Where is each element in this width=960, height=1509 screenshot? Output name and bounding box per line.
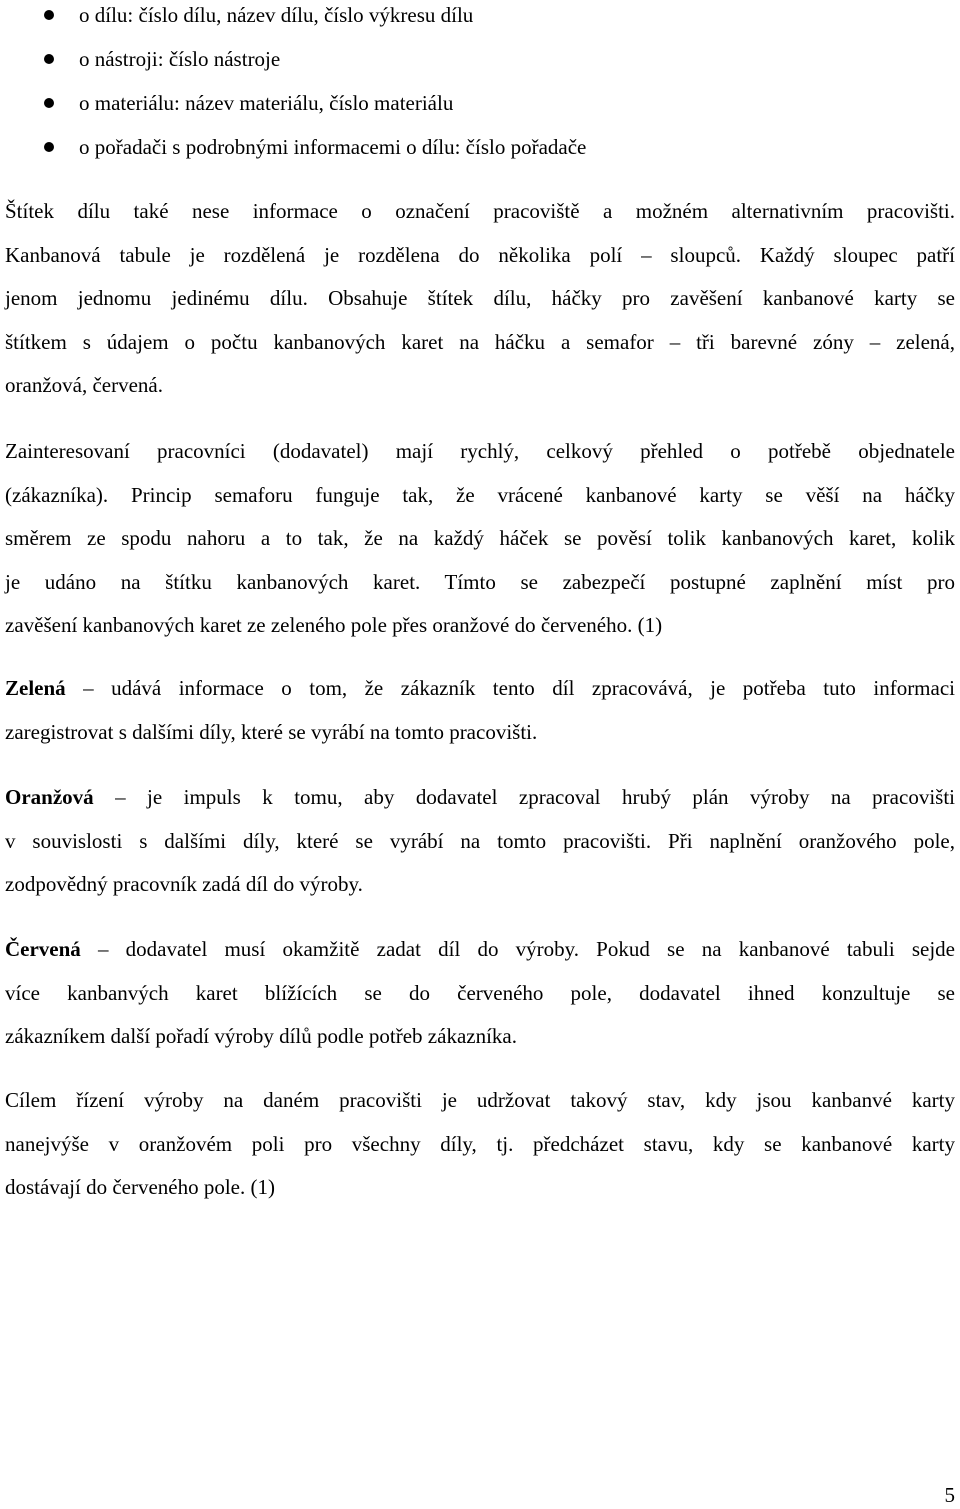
bullet-item bbox=[79, 44, 280, 74]
text-line: oranžová, červená. bbox=[5, 373, 163, 397]
text-line: zodpovědný pracovník zadá díl do výroby. bbox=[5, 872, 363, 896]
text-line: Zainteresovaní pracovníci (dodavatel) mají rychlý, celkový přehled o potřebě objednatele bbox=[5, 439, 955, 463]
paragraph-kanban-board bbox=[5, 190, 955, 408]
zone-description: – udává informace o tom, že zákazník tento díl zpracovává, je potřeba tuto informaci bbox=[65, 676, 955, 700]
text-line: směrem ze spodu nahoru a to tak, že na každý háček se pověsí tolik kanbanových karet, kolik bbox=[5, 526, 955, 550]
paragraph-orange-zone bbox=[5, 776, 955, 907]
zone-term-orange: Oranžová bbox=[5, 785, 94, 809]
bullet-item bbox=[79, 0, 473, 30]
page-number: 5 bbox=[944, 1483, 955, 1507]
bullet-dot-icon bbox=[44, 54, 54, 64]
paragraph-production-goal bbox=[5, 1079, 955, 1210]
text-line: zákazníkem další pořadí výroby dílů podle potřeb zákazníka. bbox=[5, 1024, 517, 1048]
bullet-item bbox=[79, 88, 453, 118]
bullet-item bbox=[79, 132, 586, 162]
text-line bbox=[5, 776, 955, 820]
bullet-text: o materiálu: název materiálu, číslo materiálu bbox=[79, 91, 454, 115]
text-line: štítkem s údajem o počtu kanbanových karet na háčku a semafor – tři barevné zóny – zelená, bbox=[5, 329, 955, 354]
text-line bbox=[5, 667, 955, 711]
paragraph-red-zone bbox=[5, 928, 955, 1059]
text-line: dostávají do červeného pole. (1) bbox=[5, 1175, 275, 1199]
text-line: v souvislosti s dalšími díly, které se vyrábí na tomto pracovišti. Při naplnění oranžového pole, bbox=[5, 828, 955, 853]
bullet-text: o pořadači s podrobnými informacemi o dílu: číslo pořadače bbox=[79, 135, 587, 159]
paragraph-green-zone bbox=[5, 667, 955, 754]
text-line: zaregistrovat s dalšími díly, které se vyrábí na tomto pracovišti. bbox=[5, 719, 538, 744]
text-line: zavěšení kanbanových karet ze zeleného pole přes oranžové do červeného. (1) bbox=[5, 613, 663, 637]
paragraph-semaphore-principle bbox=[5, 430, 955, 648]
bullet-dot-icon bbox=[44, 98, 54, 108]
text-line: je udáno na štítku kanbanových karet. Tímto se zabezpečí postupné zaplnění míst pro bbox=[5, 569, 955, 594]
zone-term-red: Červená bbox=[5, 937, 81, 961]
bullet-dot-icon bbox=[44, 142, 54, 152]
text-line: Cílem řízení výroby na daném pracovišti je udržovat takový stav, kdy jsou kanbanvé karty bbox=[5, 1088, 955, 1112]
text-line: více kanbanvých karet blížících se do červeného pole, dodavatel ihned konzultuje se bbox=[5, 980, 955, 1005]
text-line: Štítek dílu také nese informace o označení pracoviště a možném alternativním pracovišti. bbox=[5, 199, 955, 223]
text-line: jenom jednomu jedinému dílu. Obsahuje štítek dílu, háčky pro zavěšení kanbanové karty se bbox=[5, 286, 955, 310]
text-line: (zákazníka). Princip semaforu funguje tak, že vrácené kanbanové karty se věší na háčky bbox=[5, 482, 955, 507]
bullet-text: o nástroji: číslo nástroje bbox=[79, 47, 281, 71]
zone-term-green: Zelená bbox=[5, 676, 66, 700]
bullet-text: o dílu: číslo dílu, název dílu, číslo výkresu dílu bbox=[79, 3, 474, 27]
zone-description: – je impuls k tomu, aby dodavatel zpracoval hrubý plán výroby na pracovišti bbox=[93, 785, 955, 809]
zone-description: – dodavatel musí okamžitě zadat díl do výroby. Pokud se na kanbanové tabuli sejde bbox=[80, 937, 955, 961]
text-line: Kanbanová tabule je rozdělená je rozdělena do několika polí – sloupců. Každý sloupec patří bbox=[5, 242, 955, 267]
bullet-dot-icon bbox=[44, 10, 54, 20]
text-line: nanejvýše v oranžovém poli pro všechny díly, tj. předcházet stavu, kdy se kanbanové karty bbox=[5, 1131, 955, 1156]
text-line bbox=[5, 928, 955, 972]
